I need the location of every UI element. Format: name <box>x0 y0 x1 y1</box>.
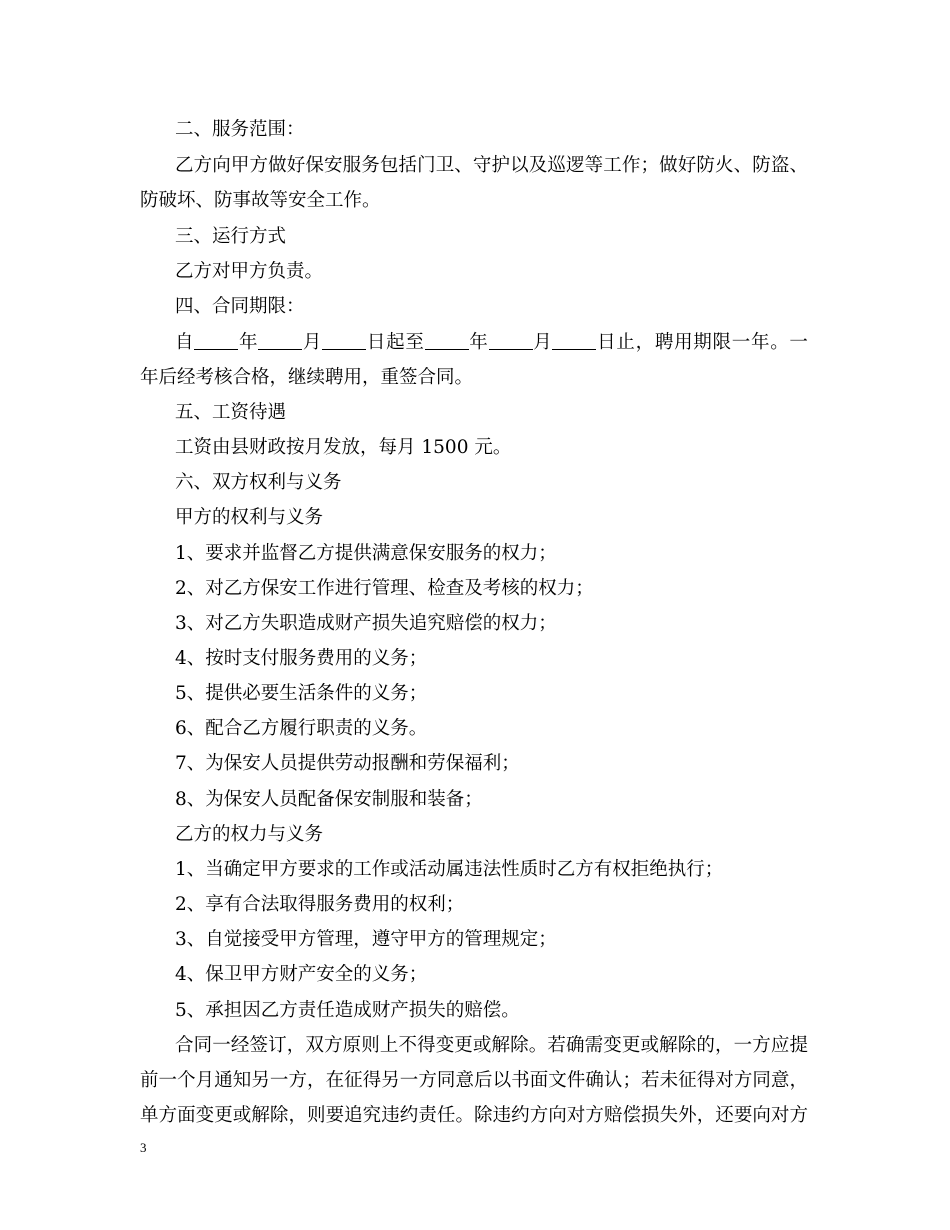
paragraph-line: 乙方对甲方负责。 <box>175 261 324 282</box>
subheading-party-a: 甲方的权利与义务 <box>175 507 324 528</box>
list-item: 2、对乙方保安工作进行管理、检查及考核的权力； <box>175 578 594 599</box>
subheading-party-b: 乙方的权力与义务 <box>175 824 324 845</box>
term-month-text: 月 <box>532 332 553 353</box>
section-heading-salary: 五、工资待遇 <box>175 402 287 423</box>
paragraph-line: 单方面变更或解除，则要追究违约责任。除违约方向对方赔偿损失外，还要向对方 <box>140 1105 808 1126</box>
section-heading-service-scope: 二、服务范围： <box>175 119 305 140</box>
term-month-text: 月 <box>302 332 323 353</box>
list-item: 5、承担因乙方责任造成财产损失的赔偿。 <box>175 1000 520 1021</box>
list-item: 3、自觉接受甲方管理，遵守甲方的管理规定； <box>175 929 557 950</box>
section-heading-contract-term: 四、合同期限： <box>175 296 305 317</box>
blank-field <box>322 331 366 350</box>
list-item: 3、对乙方失职造成财产损失追究赔偿的权力； <box>175 613 557 634</box>
list-item: 6、配合乙方履行职责的义务。 <box>175 718 428 739</box>
section-heading-operation: 三、运行方式 <box>175 226 287 247</box>
blank-field <box>194 331 238 350</box>
list-item: 7、为保安人员提供劳动报酬和劳保福利； <box>175 753 520 774</box>
contract-term-line <box>175 331 808 355</box>
paragraph-line: 工资由县财政按月发放，每月 1500 元。 <box>175 437 512 458</box>
paragraph-line: 合同一经签订，双方原则上不得变更或解除。若确需变更或解除的，一方应提 <box>175 1035 808 1056</box>
paragraph-line: 前一个月通知另一方，在征得另一方同意后以书面文件确认；若未征得对方同意， <box>140 1070 808 1091</box>
list-item: 4、保卫甲方财产安全的义务； <box>175 964 428 985</box>
paragraph-line: 乙方向甲方做好保安服务包括门卫、守护以及巡逻等工作；做好防火、防盗、 <box>175 155 808 176</box>
term-start-text: 自 <box>175 332 195 353</box>
blank-field <box>552 331 596 350</box>
paragraph-line: 防破坏、防事故等安全工作。 <box>140 190 381 211</box>
list-item: 2、享有合法取得服务费用的权利； <box>175 894 465 915</box>
section-heading-rights: 六、双方权利与义务 <box>175 472 342 493</box>
paragraph-line: 年后经考核合格，继续聘用，重签合同。 <box>140 367 474 388</box>
blank-field <box>425 331 469 350</box>
blank-field <box>258 331 302 350</box>
list-item: 1、要求并监督乙方提供满意保安服务的权力； <box>175 543 557 564</box>
term-year-text: 年 <box>238 332 259 353</box>
term-year-text: 年 <box>468 332 489 353</box>
page-number: 3 <box>140 1140 147 1155</box>
list-item: 5、提供必要生活条件的义务； <box>175 683 428 704</box>
term-day-to-text: 日止，聘用期限一年。一 <box>596 332 808 353</box>
list-item: 4、按时支付服务费用的义务； <box>175 648 428 669</box>
blank-field <box>489 331 533 350</box>
term-day-from-text: 日起至 <box>366 332 425 353</box>
list-item: 1、当确定甲方要求的工作或活动属违法性质时乙方有权拒绝执行； <box>175 859 724 880</box>
list-item: 8、为保安人员配备保安制服和装备； <box>175 789 483 810</box>
